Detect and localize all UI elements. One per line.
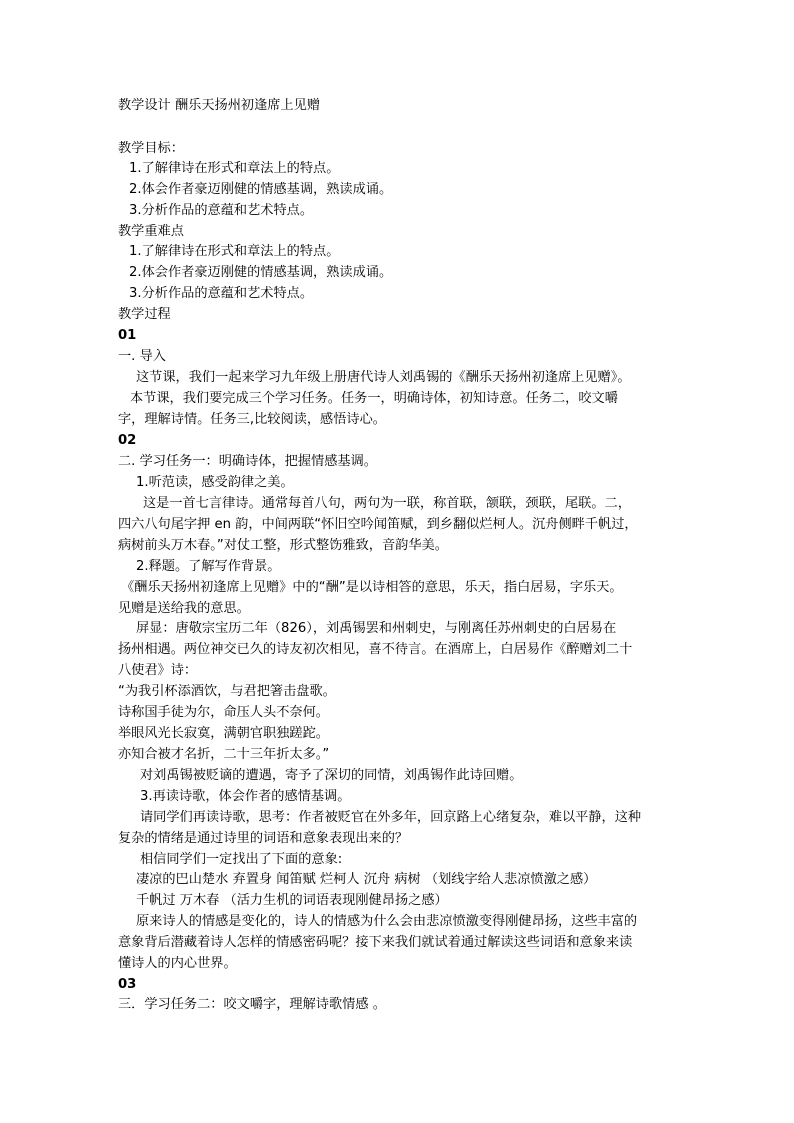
poem-line: 诗称国手徒为尔，命压人头不奈何。 [118, 705, 329, 720]
document-title: 教学设计 酬乐天扬州初逢席上见赠 [118, 98, 321, 113]
paragraph-line: 屏显：唐敬宗宝历二年（826），刘禹锡罢和州刺史，与刚离任苏州刺史的白居易在 [136, 621, 617, 636]
step-heading: 3.再读诗歌，体会作者的感情基调。 [140, 789, 351, 804]
paragraph-line: 这节课，我们一起来学习九年级上册唐代诗人刘禹锡的《酬乐天扬州初逢席上见赠》。 [136, 370, 631, 385]
subsection-heading: 二. 学习任务一：明确诗体，把握情感基调。 [118, 454, 377, 469]
section-heading: 教学目标： [118, 141, 184, 156]
step-heading: 1.听范读，感受韵律之美。 [136, 475, 294, 490]
key-point-item: 1.了解律诗在形式和章法上的特点。 [129, 244, 340, 259]
section-heading: 教学过程 [118, 307, 171, 322]
key-point-item: 3.分析作品的意蕴和艺术特点。 [129, 286, 314, 301]
section-heading: 教学重难点 [118, 224, 184, 239]
paragraph-line: 本节课，我们要完成三个学习任务。任务一，明确诗体，初知诗意。任务二，咬文嚼 [130, 391, 618, 406]
section-number: 01 [118, 328, 137, 343]
paragraph-line: 请同学们再读诗歌，思考：作者被贬官在外多年，回京路上心绪复杂，难以平静，这种 [140, 810, 642, 825]
poem-line: 亦知合被才名折，二十三年折太多。” [118, 747, 330, 762]
paragraph-line: 对刘禹锡被贬谪的遭遇，寄予了深切的同情，刘禹锡作此诗回赠。 [140, 768, 523, 783]
paragraph-line: 病树前头万木春。”对仗工整，形式整饬雅致，音韵华美。 [118, 538, 448, 553]
paragraph-line: 《酬乐天扬州初逢席上见赠》中的“酬”是以诗相答的意思，乐天，指白居易，字乐天。 [121, 580, 623, 595]
poem-line: “为我引杯添酒饮，与君把箸击盘歌。 [118, 684, 336, 699]
paragraph-line: 四六八句尾字押 en 韵，中间两联“怀旧空吟闻笛赋，到乡翻似烂柯人。沉舟侧畔千帆过， [118, 517, 638, 532]
imagery-line: 凄凉的巴山楚水 弃置身 闻笛赋 烂柯人 沉舟 病树 （划线字给人悲凉愤激之感） [136, 872, 597, 887]
key-point-item: 2.体会作者豪迈刚健的情感基调，熟读成诵。 [129, 265, 393, 280]
subsection-heading: 三．学习任务二：咬文嚼字，理解诗歌情感 。 [118, 997, 386, 1012]
paragraph-line: 这是一首七言律诗。通常每首八句，两句为一联，称首联，颔联，颈联，尾联。二， [143, 496, 631, 511]
subsection-heading: 一. 导入 [118, 349, 166, 364]
poem-line: 举眼风光长寂寞，满朝官职独蹉跎。 [118, 726, 329, 741]
paragraph-line: 原来诗人的情感是变化的，诗人的情感为什么会由悲凉愤激变得刚健昂扬，这些丰富的 [136, 914, 638, 929]
section-number: 03 [118, 977, 137, 992]
objective-item: 1.了解律诗在形式和章法上的特点。 [129, 161, 340, 176]
paragraph-line: 八使君》诗： [118, 663, 198, 678]
paragraph-line: 扬州相遇。两位神交已久的诗友初次相见，喜不待言。在酒席上，白居易作《醉赠刘二十 [118, 642, 633, 657]
imagery-line: 千帆过 万木春 （活力生机的词语表现刚健昂扬之感） [136, 893, 448, 908]
paragraph-line: 字，理解诗情。任务三,比较阅读，感悟诗心。 [118, 412, 386, 427]
paragraph-line: 意象背后潜藏着诗人怎样的情感密码呢？接下来我们就试着通过解读这些词语和意象来读 [118, 935, 633, 950]
objective-item: 2.体会作者豪迈刚健的情感基调，熟读成诵。 [129, 182, 393, 197]
step-heading: 2.释题。了解写作背景。 [136, 559, 281, 574]
objective-item: 3.分析作品的意蕴和艺术特点。 [129, 203, 314, 218]
paragraph-line: 见赠是送给我的意思。 [118, 601, 250, 616]
paragraph-line: 相信同学们一定找出了下面的意象: [140, 852, 343, 867]
section-number: 02 [118, 433, 137, 448]
paragraph-line: 懂诗人的内心世界。 [118, 956, 237, 971]
paragraph-line: 复杂的情绪是通过诗里的词语和意象表现出来的？ [118, 831, 409, 846]
